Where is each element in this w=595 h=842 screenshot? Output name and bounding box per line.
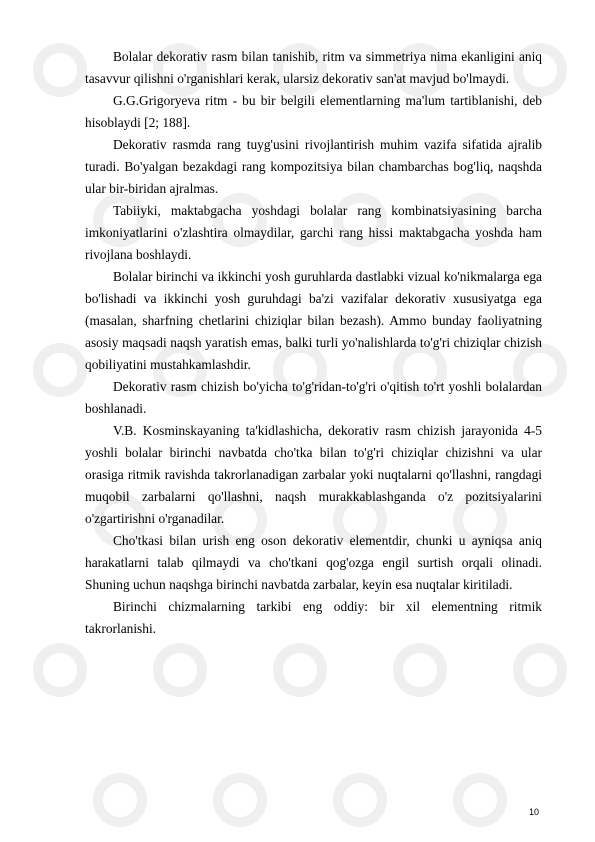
paragraph-7: V.B. Kosminskayaning ta'kidlashicha, dekorativ rasm chizish jarayonida 4-5 yoshli bolalar birinchi navbatda cho'tka bilan to'g'ri chiziqlar chizishni va ular orasiga ritmik ravishda takrorlanadigan zarbalar yoki nuqtalarni qo'llashni, rangdagi muqobil zarbalarni qo'llashni, naqsh murakkablashganda o'z pozitsiyalarini o'zgartirishni o'rganadilar.: [85, 423, 542, 526]
paragraph-8: Cho'tkasi bilan urish eng oson dekorativ elementdir, chunki u ayniqsa aniq harakatlarni talab qilmaydi va cho'tkani qog'ozga engil surtish orqali olinadi. Shuning uchun naqshga birinchi navbatda zarbalar, keyin esa nuqtalar kiritiladi.: [85, 533, 542, 592]
paragraph-4: Tabiiyki, maktabgacha yoshdagi bolalar rang kombinatsiyasining barcha imkoniyatlarini o'zlashtira olmaydilar, garchi rang hissi maktabgacha yoshda ham rivojlana boshlaydi.: [85, 203, 542, 262]
paragraph-6: Dekorativ rasm chizish bo'yicha to'g'ridan-to'g'ri o'qitish to'rt yoshli bolalardan boshlanadi.: [85, 379, 542, 416]
document-page: [85, 46, 542, 640]
paragraph-5: Bolalar birinchi va ikkinchi yosh guruhlarda dastlabki vizual ko'nikmalarga ega bo'lishadi va ikkinchi yosh guruhdagi ba'zi vazifalar dekorativ xususiyatga ega (masalan, sharfning chetlarini chiziqlar bilan bezash). Ammo bunday faoliyatning asosiy maqsadi naqsh yaratish emas, balki turli yo'nalishlarda to'g'ri chiziqlar chizish qobiliyatini mustahkamlashdir.: [85, 269, 542, 372]
paragraph-2: G.G.Grigoryeva ritm - bu bir belgili elementlarning ma'lum tartiblanishi, deb hisoblaydi [2; 188].: [85, 93, 542, 130]
paragraph-1: Bolalar dekorativ rasm bilan tanishib, ritm va simmetriya nima ekanligini aniq tasavvur qilishni o'rganishlari kerak, ularsiz dekorativ san'at mavjud bo'lmaydi.: [85, 49, 542, 86]
paragraph-9: Birinchi chizmalarning tarkibi eng oddiy: bir xil elementning ritmik takrorlanishi.: [85, 599, 542, 636]
page-number: 10: [528, 807, 539, 817]
paragraph-3: Dekorativ rasmda rang tuyg'usini rivojlantirish muhim vazifa sifatida ajralib turadi. Bo'yalgan bezakdagi rang kompozitsiya bilan chambarchas bog'liq, naqshda ular bir-biridan ajralmas.: [85, 137, 542, 196]
